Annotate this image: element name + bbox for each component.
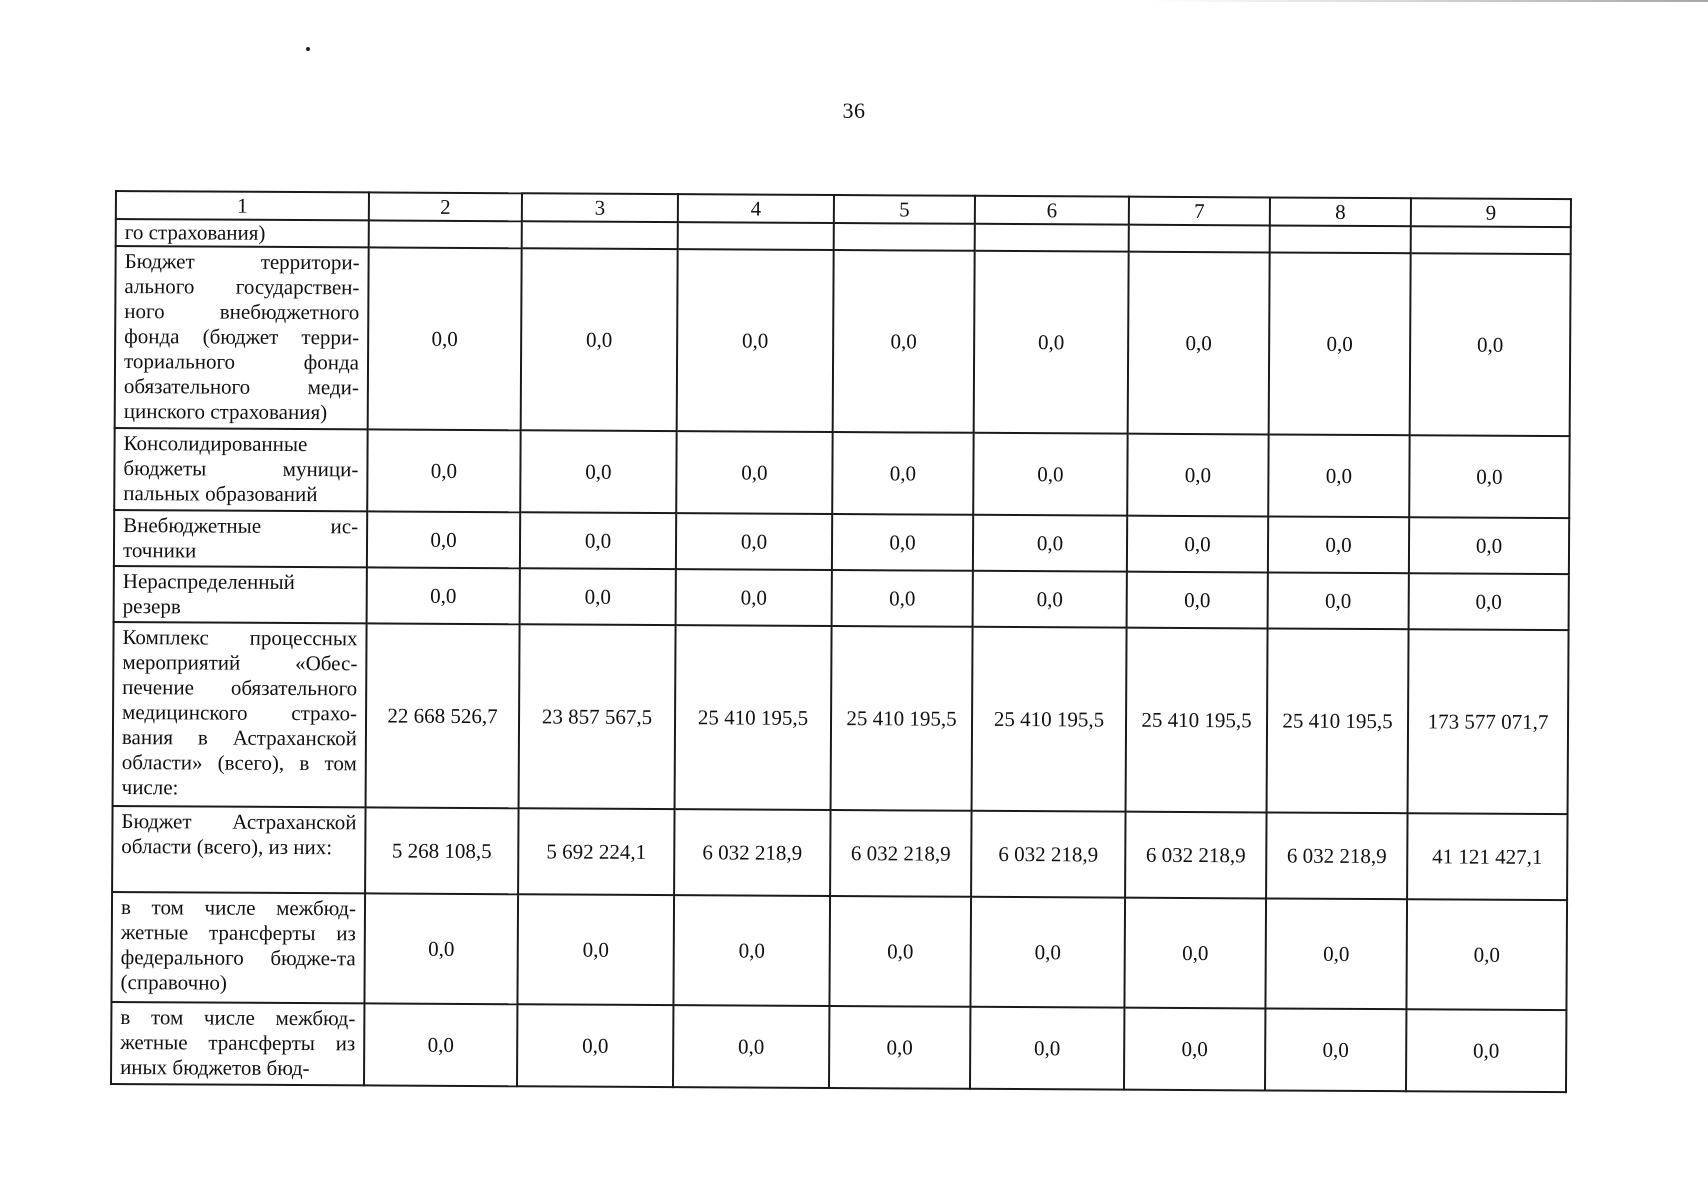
value-cell: 23 857 567,5 — [519, 624, 676, 809]
row-label: в том числе межбюд-жетные трансферты из иных бюджетов бюд- — [111, 1002, 364, 1085]
value-cell: 25 410 195,5 — [831, 626, 973, 811]
value-cell: 0,0 — [364, 893, 518, 1004]
column-header: 3 — [522, 193, 678, 222]
table-body — [111, 219, 1571, 1092]
table-row — [114, 428, 1569, 518]
value-cell: 0,0 — [677, 249, 834, 432]
value-cell: 25 410 195,5 — [1267, 628, 1409, 813]
value-cell: 0,0 — [832, 514, 973, 571]
value-cell: 0,0 — [970, 1007, 1124, 1090]
empty-cell — [1270, 225, 1411, 253]
value-cell: 0,0 — [973, 571, 1127, 628]
value-cell: 0,0 — [1127, 516, 1268, 573]
row-label: Внебюджетные ис-точники — [114, 510, 367, 567]
value-cell: 0,0 — [676, 431, 832, 514]
value-cell: 5 692 224,1 — [518, 808, 674, 895]
row-label: го страхования) — [116, 219, 369, 247]
value-cell: 0,0 — [1406, 1009, 1566, 1092]
value-cell: 0,0 — [367, 567, 520, 624]
value-cell: 0,0 — [673, 1005, 829, 1088]
table-row — [113, 622, 1569, 814]
value-cell: 0,0 — [1127, 572, 1268, 629]
value-cell: 0,0 — [368, 247, 522, 430]
row-label: Консолидированные бюджеты муници-пальных образований — [114, 428, 367, 511]
column-header: 6 — [975, 196, 1129, 225]
value-cell: 0,0 — [367, 429, 520, 512]
row-label: Комплекс процессных мероприятий «Обес-печение обязательного медицинского страхо-вания в Астраханской области» (всего), в том числе: — [113, 622, 367, 807]
value-cell: 0,0 — [1268, 516, 1409, 573]
empty-cell — [834, 223, 975, 251]
table-row — [111, 892, 1567, 1010]
column-header: 1 — [116, 191, 369, 220]
empty-cell — [678, 222, 834, 250]
table-row — [111, 1002, 1566, 1092]
value-cell: 0,0 — [520, 430, 676, 513]
page-number: 36 — [842, 98, 866, 123]
value-cell: 0,0 — [832, 432, 973, 515]
row-label: в том числе межбюд-жетные трансферты из федерального бюдже-та (справочно) — [111, 892, 365, 1003]
value-cell: 6 032 218,9 — [1125, 812, 1266, 899]
value-cell: 0,0 — [973, 433, 1127, 516]
table-row — [112, 806, 1567, 900]
value-cell: 0,0 — [829, 1006, 970, 1089]
value-cell: 0,0 — [1124, 1008, 1265, 1091]
empty-cell — [975, 224, 1129, 252]
row-label: Бюджет территори-ального государствен-ного внебюджетного фонда (бюджет терри-ториального фонда обязательного меди-цинского страхования) — [115, 246, 369, 429]
scan-speck — [306, 47, 310, 51]
value-cell: 6 032 218,9 — [830, 810, 971, 897]
empty-cell — [1129, 225, 1270, 253]
value-cell: 25 410 195,5 — [1126, 628, 1268, 813]
value-cell: 6 032 218,9 — [1266, 812, 1407, 899]
value-cell: 0,0 — [1265, 898, 1407, 1009]
value-cell: 0,0 — [973, 515, 1127, 572]
value-cell: 0,0 — [1409, 573, 1569, 630]
value-cell: 22 668 526,7 — [366, 623, 520, 808]
column-header: 5 — [834, 195, 975, 224]
empty-cell — [1411, 226, 1571, 254]
scan-edge-line — [1148, 0, 1708, 2]
budget-table — [110, 190, 1572, 1093]
row-label: Нераспределенный резерв — [114, 566, 367, 623]
value-cell: 0,0 — [833, 250, 975, 433]
table-row — [115, 246, 1571, 436]
budget-table-container — [110, 190, 1572, 1093]
value-cell: 6 032 218,9 — [674, 809, 830, 896]
value-cell: 0,0 — [1128, 252, 1270, 435]
column-header: 9 — [1411, 198, 1571, 227]
value-cell: 0,0 — [1409, 435, 1569, 518]
table-row — [114, 566, 1569, 630]
value-cell: 173 577 071,7 — [1408, 629, 1569, 814]
value-cell: 0,0 — [520, 512, 676, 569]
value-cell: 0,0 — [673, 895, 830, 1006]
row-label: Бюджет Астраханской области (всего), из них: — [112, 806, 365, 893]
column-header: 7 — [1129, 197, 1270, 226]
empty-cell — [522, 221, 678, 249]
column-header: 8 — [1270, 197, 1411, 226]
value-cell: 0,0 — [832, 570, 973, 627]
value-cell: 0,0 — [1124, 898, 1266, 1009]
value-cell: 0,0 — [521, 248, 678, 431]
value-cell: 6 032 218,9 — [971, 811, 1125, 898]
table-row — [114, 510, 1569, 574]
value-cell: 0,0 — [1127, 434, 1268, 517]
value-cell: 0,0 — [1406, 899, 1567, 1010]
value-cell: 0,0 — [1409, 517, 1569, 574]
value-cell: 25 410 195,5 — [972, 627, 1127, 812]
value-cell: 0,0 — [1268, 572, 1409, 629]
value-cell: 0,0 — [364, 1003, 517, 1086]
value-cell: 0,0 — [517, 1004, 673, 1087]
value-cell: 5 268 108,5 — [365, 807, 518, 894]
value-cell: 0,0 — [367, 511, 520, 568]
value-cell: 0,0 — [676, 569, 832, 626]
value-cell: 41 121 427,1 — [1407, 813, 1567, 900]
value-cell: 0,0 — [1265, 1008, 1406, 1091]
value-cell: 0,0 — [517, 894, 674, 1005]
value-cell: 0,0 — [974, 251, 1129, 434]
empty-cell — [369, 220, 522, 248]
value-cell: 0,0 — [829, 896, 971, 1007]
value-cell: 0,0 — [1268, 434, 1409, 517]
column-header: 4 — [678, 194, 834, 223]
column-header: 2 — [369, 192, 522, 221]
value-cell: 0,0 — [970, 897, 1125, 1008]
value-cell: 25 410 195,5 — [675, 625, 832, 810]
value-cell: 0,0 — [1269, 252, 1411, 435]
value-cell: 0,0 — [520, 568, 676, 625]
value-cell: 0,0 — [676, 513, 832, 570]
value-cell: 0,0 — [1410, 253, 1571, 436]
